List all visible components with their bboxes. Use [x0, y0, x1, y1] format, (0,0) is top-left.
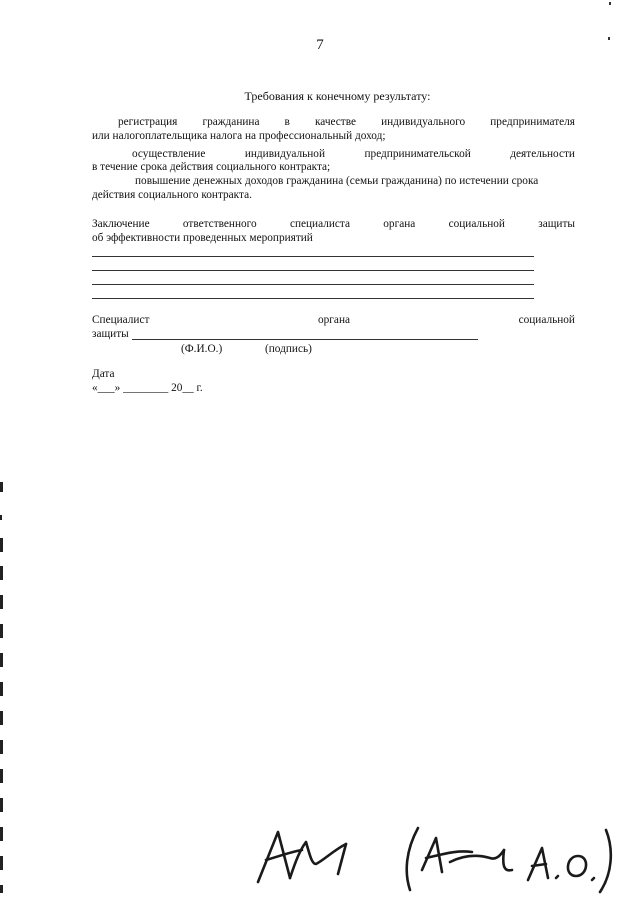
scan-mark — [0, 653, 3, 667]
word: индивидуальной — [244, 148, 325, 160]
blank-line — [92, 284, 534, 285]
result-item-3-line-2: действия социального контракта. — [92, 189, 252, 201]
scan-mark — [0, 566, 3, 580]
specialist-line-1 — [92, 313, 575, 327]
word: осуществление — [132, 148, 206, 160]
scan-mark — [0, 515, 2, 520]
conclusion-line-1 — [92, 217, 575, 231]
signature-blank-line — [132, 339, 478, 340]
signature-caption: (подпись) — [265, 343, 312, 355]
scan-mark — [0, 740, 3, 754]
word: специалиста — [289, 218, 351, 230]
scan-mark — [0, 682, 3, 696]
result-item-1-line-1 — [118, 115, 575, 129]
blank-line — [92, 256, 534, 257]
word: регистрация — [118, 116, 178, 128]
word: гражданина — [202, 116, 260, 128]
scan-mark — [0, 482, 3, 492]
word: Специалист — [92, 314, 150, 326]
date-template: «___» ________ 20__ г. — [92, 382, 203, 394]
word: индивидуального — [381, 116, 466, 128]
date-label: Дата — [92, 368, 115, 380]
scan-speck — [609, 2, 611, 5]
result-item-1-line-2: или налогоплательщика налога на профессиональный доход; — [92, 130, 386, 142]
scan-mark — [0, 798, 3, 812]
word: органа — [383, 218, 416, 230]
scan-mark — [0, 827, 3, 841]
word: Заключение — [92, 218, 150, 230]
blank-line — [92, 298, 534, 299]
scan-speck — [608, 37, 610, 40]
scan-mark — [0, 711, 3, 725]
result-item-3-line-1: повышение денежных доходов гражданина (семьи гражданина) по истечении срока — [135, 175, 539, 187]
word: деятельности — [510, 148, 575, 160]
word: качестве — [314, 116, 357, 128]
fio-caption: (Ф.И.О.) — [181, 343, 223, 355]
scan-mark — [0, 856, 3, 870]
scan-mark — [0, 624, 3, 638]
handwritten-signature — [250, 820, 620, 900]
word: предпринимателя — [490, 116, 575, 128]
scan-mark — [0, 885, 3, 893]
page-number: 7 — [316, 37, 324, 53]
result-item-2-line-2: в течение срока действия социального контракта; — [92, 161, 331, 173]
word: органа — [318, 314, 351, 326]
blank-line — [92, 270, 534, 271]
word: социальной — [448, 218, 505, 230]
scan-mark — [0, 595, 3, 609]
result-item-2-line-1 — [132, 147, 575, 161]
scan-mark — [0, 538, 3, 552]
specialist-line-2: защиты — [92, 328, 129, 340]
scan-mark — [0, 769, 3, 783]
results-heading: Требования к конечному результату: — [244, 89, 431, 103]
word: защиты — [538, 218, 575, 230]
word: предпринимательской — [364, 148, 471, 160]
conclusion-line-2: об эффективности проведенных мероприятий — [92, 232, 313, 244]
word: в — [284, 116, 290, 128]
word: ответственного — [182, 218, 257, 230]
word: социальной — [518, 314, 575, 326]
